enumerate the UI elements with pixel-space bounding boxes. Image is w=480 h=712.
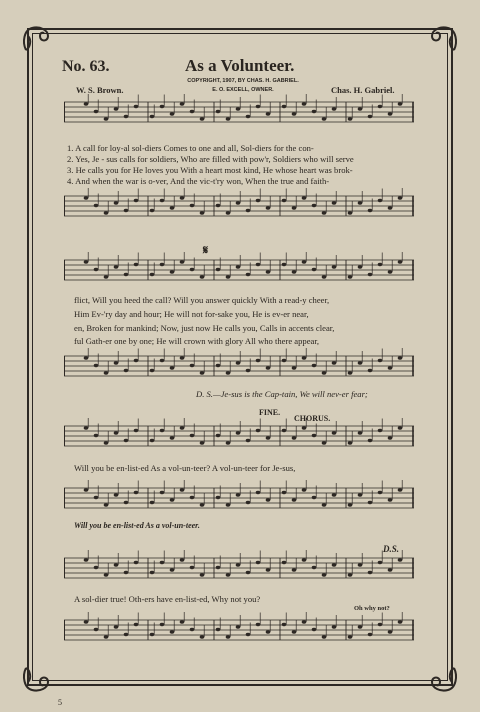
note-head [398,488,403,491]
note-head [388,436,393,439]
note-head [378,105,383,108]
note-head [358,431,363,434]
fine-marking: FINE. [259,408,281,417]
note-head [114,493,119,496]
note-head [216,204,221,207]
note-head [150,115,155,118]
note-head [124,501,129,504]
note-head [312,364,317,367]
note-head [84,356,89,359]
note-head [150,501,155,504]
note-head [150,273,155,276]
note-head [282,491,287,494]
note-head [170,206,175,209]
note-head [170,270,175,273]
note-head [256,199,261,202]
note-head [134,105,139,108]
ornament-top-left-icon [18,20,54,56]
note-head [266,436,271,439]
note-head [160,199,165,202]
note-head [332,361,337,364]
note-head [180,260,185,263]
note-head [94,434,99,437]
note-head [292,112,297,115]
note-head [398,426,403,429]
note-head [170,436,175,439]
note-head [312,204,317,207]
note-head [322,211,327,214]
note-head [322,573,327,576]
verse-3-line-2: en, Broken for mankind; Now, just now He calls you, Calls in accents clear, [74,323,335,333]
note-head [292,436,297,439]
note-head [150,633,155,636]
note-head [160,623,165,626]
note-head [236,265,241,268]
note-head [114,107,119,110]
note-head [282,105,287,108]
note-head [236,107,241,110]
note-head [200,441,205,444]
note-head [266,112,271,115]
chorus-lyric-line-1: Will you be en-list-ed As a vol-un-teer? A vol-un-teer for Je-sus, [74,463,296,473]
segno-icon: 𝄋 [203,243,209,257]
verse-4-line-2: ful Gath-er one by one; He will crown with glory All who there appear, [74,336,319,346]
note-head [358,201,363,204]
note-head [322,635,327,638]
note-head [348,503,353,506]
note-head [322,371,327,374]
note-head [398,356,403,359]
note-head [388,112,393,115]
note-head [180,426,185,429]
note-head [292,270,297,273]
note-head [332,265,337,268]
note-head [160,263,165,266]
note-head [322,503,327,506]
note-head [358,625,363,628]
note-head [170,568,175,571]
note-head [378,561,383,564]
note-head [190,628,195,631]
copyright-notice [168,77,318,95]
note-head [378,623,383,626]
note-head [180,356,185,359]
note-head [368,273,373,276]
note-head [94,364,99,367]
note-head [200,211,205,214]
note-head [170,366,175,369]
note-head [378,429,383,432]
staff-system-2-bass [64,348,414,388]
note-head [134,263,139,266]
note-head [226,371,231,374]
note-head [94,496,99,499]
note-head [190,364,195,367]
note-head [150,439,155,442]
note-head [94,628,99,631]
note-head [84,196,89,199]
ds-refrain-line: D. S.—Je-sus is the Cap-tain, We will nev-er fear; [196,389,368,399]
note-head [292,568,297,571]
note-head [368,369,373,372]
note-head [190,496,195,499]
note-head [180,620,185,623]
note-head [216,364,221,367]
note-head [236,625,241,628]
note-head [292,630,297,633]
note-head [150,209,155,212]
note-head [358,563,363,566]
note-head [302,488,307,491]
note-head [358,107,363,110]
note-head [368,571,373,574]
note-head [358,265,363,268]
verse-1-line-1: 1. A call for loy-al sol-diers Comes to one and all, Sol-diers for the con- [67,143,314,153]
note-head [180,196,185,199]
note-head [388,270,393,273]
note-head [134,359,139,362]
note-head [312,268,317,271]
note-head [322,441,327,444]
note-head [134,561,139,564]
note-head [170,630,175,633]
chorus-bass-lyric: Will you be en-list-ed As a vol-un-teer. [74,521,200,530]
note-head [124,633,129,636]
note-head [114,431,119,434]
note-head [104,275,109,278]
note-head [312,110,317,113]
note-head [84,102,89,105]
note-head [236,431,241,434]
note-head [368,439,373,442]
note-head [216,434,221,437]
note-head [200,573,205,576]
ornament-bottom-right-icon [426,662,462,698]
note-head [266,206,271,209]
note-head [256,561,261,564]
note-head [256,623,261,626]
note-head [292,498,297,501]
note-head [282,623,287,626]
note-head [200,275,205,278]
note-head [322,117,327,120]
note-head [160,561,165,564]
ds-marking: D.S. [383,544,400,554]
note-head [134,429,139,432]
note-head [398,196,403,199]
note-head [282,263,287,266]
note-head [104,371,109,374]
note-head [266,630,271,633]
note-head [200,635,205,638]
note-head [388,498,393,501]
hymn-title: As a Volunteer. [185,56,295,75]
page-number: 5 [58,698,62,707]
note-head [190,110,195,113]
note-head [302,620,307,623]
note-head [226,503,231,506]
note-head [94,110,99,113]
note-head [332,563,337,566]
staff-system-2-treble [64,252,414,292]
note-head [398,102,403,105]
note-head [256,491,261,494]
lyricist: W. S. Brown. [76,85,124,95]
note-head [124,369,129,372]
note-head [246,439,251,442]
note-head [236,361,241,364]
note-head [94,204,99,207]
note-head [378,491,383,494]
verse-1-line-2: flict, Will you heed the call? Will you answer quickly With a read-y cheer, [74,295,330,305]
note-head [302,356,307,359]
note-head [180,558,185,561]
note-head [398,620,403,623]
note-head [378,359,383,362]
note-head [114,201,119,204]
note-head [180,102,185,105]
note-head [104,211,109,214]
note-head [302,196,307,199]
note-head [266,366,271,369]
hymn-number: No. 63. [62,58,110,75]
note-head [266,270,271,273]
note-head [302,558,307,561]
note-head [266,498,271,501]
note-head [84,620,89,623]
ornament-bottom-left-icon [18,662,54,698]
note-head [180,488,185,491]
note-head [190,566,195,569]
note-head [160,105,165,108]
note-head [312,628,317,631]
note-head [388,630,393,633]
note-head [348,275,353,278]
note-head [348,573,353,576]
note-head [236,201,241,204]
note-head [84,426,89,429]
note-head [236,563,241,566]
ornament-top-right-icon [426,20,462,56]
note-head [292,366,297,369]
note-head [216,110,221,113]
note-head [398,260,403,263]
note-head [226,573,231,576]
note-head [114,625,119,628]
note-head [388,568,393,571]
note-head [200,503,205,506]
verse-3-line-1: 3. He calls you for He loves you With a heart most kind, He whose heart was brok- [67,165,353,175]
note-head [124,209,129,212]
note-head [134,199,139,202]
staff-system-3-treble [64,418,414,458]
note-head [332,493,337,496]
note-head [246,209,251,212]
copyright-line: COPYRIGHT, 1907, BY CHAS. H. GABRIEL. [187,78,299,84]
note-head [246,501,251,504]
note-head [134,623,139,626]
note-head [190,204,195,207]
note-head [256,429,261,432]
note-head [368,209,373,212]
note-head [348,371,353,374]
note-head [348,441,353,444]
note-head [170,112,175,115]
note-head [332,201,337,204]
note-head [358,361,363,364]
note-head [226,441,231,444]
note-head [104,117,109,120]
note-head [368,115,373,118]
note-head [256,105,261,108]
note-head [378,199,383,202]
note-head [348,211,353,214]
note-head [246,115,251,118]
note-head [124,439,129,442]
note-head [150,369,155,372]
note-head [160,359,165,362]
note-head [368,633,373,636]
note-head [104,441,109,444]
composer: Chas. H. Gabriel. [331,85,395,95]
note-head [226,635,231,638]
note-head [368,501,373,504]
note-head [94,566,99,569]
note-head [266,568,271,571]
note-head [114,265,119,268]
note-head [332,625,337,628]
note-head [302,260,307,263]
note-head [104,573,109,576]
note-head [124,273,129,276]
note-head [84,260,89,263]
note-head [312,566,317,569]
note-head [282,561,287,564]
staff-system-1-bass [64,188,414,232]
note-head [282,429,287,432]
note-head [226,211,231,214]
note-head [226,275,231,278]
note-head [134,491,139,494]
note-head [226,117,231,120]
note-head [332,107,337,110]
note-head [170,498,175,501]
note-head [332,431,337,434]
note-head [398,558,403,561]
note-head [104,635,109,638]
note-head [292,206,297,209]
note-head [124,115,129,118]
verse-4-line-1: 4. And when the war is o-ver, And the vic-t'ry won, When the true and faith- [67,176,330,186]
note-head [216,268,221,271]
note-head [256,359,261,362]
note-head [200,371,205,374]
note-head [256,263,261,266]
note-head [302,426,307,429]
note-head [236,493,241,496]
note-head [388,206,393,209]
note-head [378,263,383,266]
note-head [312,434,317,437]
oh-why-not-lyric: Oh why not? [354,605,390,612]
chorus-lyric-line-2: A sol-dier true! Oth-ers have en-list-ed, Why not you? [74,594,261,604]
note-head [150,571,155,574]
note-head [190,434,195,437]
note-head [246,273,251,276]
note-head [322,275,327,278]
note-head [348,117,353,120]
note-head [246,633,251,636]
note-head [216,628,221,631]
note-head [216,496,221,499]
note-head [160,491,165,494]
staff-system-3-bass [64,480,414,524]
note-head [348,635,353,638]
staff-system-4-treble [64,550,414,592]
note-head [94,268,99,271]
note-head [388,366,393,369]
staff-system-4-bass [64,612,414,658]
verse-2-line-2: Him Ev-'ry day and hour; He will not for-sake you, He is ev-er near, [74,309,309,319]
note-head [84,488,89,491]
note-head [160,429,165,432]
note-head [358,493,363,496]
verse-2-line-1: 2. Yes, Je - sus calls for soldiers, Who are filled with pow'r, Soldiers who will serve [67,154,354,164]
note-head [246,369,251,372]
note-head [190,268,195,271]
note-head [124,571,129,574]
note-head [114,361,119,364]
note-head [246,571,251,574]
staff-system-1-treble [64,94,414,140]
note-head [302,102,307,105]
note-head [114,563,119,566]
note-head [282,199,287,202]
note-head [216,566,221,569]
note-head [200,117,205,120]
note-head [282,359,287,362]
chorus-marking: CHORUS. [294,414,331,423]
note-head [104,503,109,506]
note-head [84,558,89,561]
owner-line: E. O. EXCELL, OWNER. [212,87,274,93]
note-head [312,496,317,499]
